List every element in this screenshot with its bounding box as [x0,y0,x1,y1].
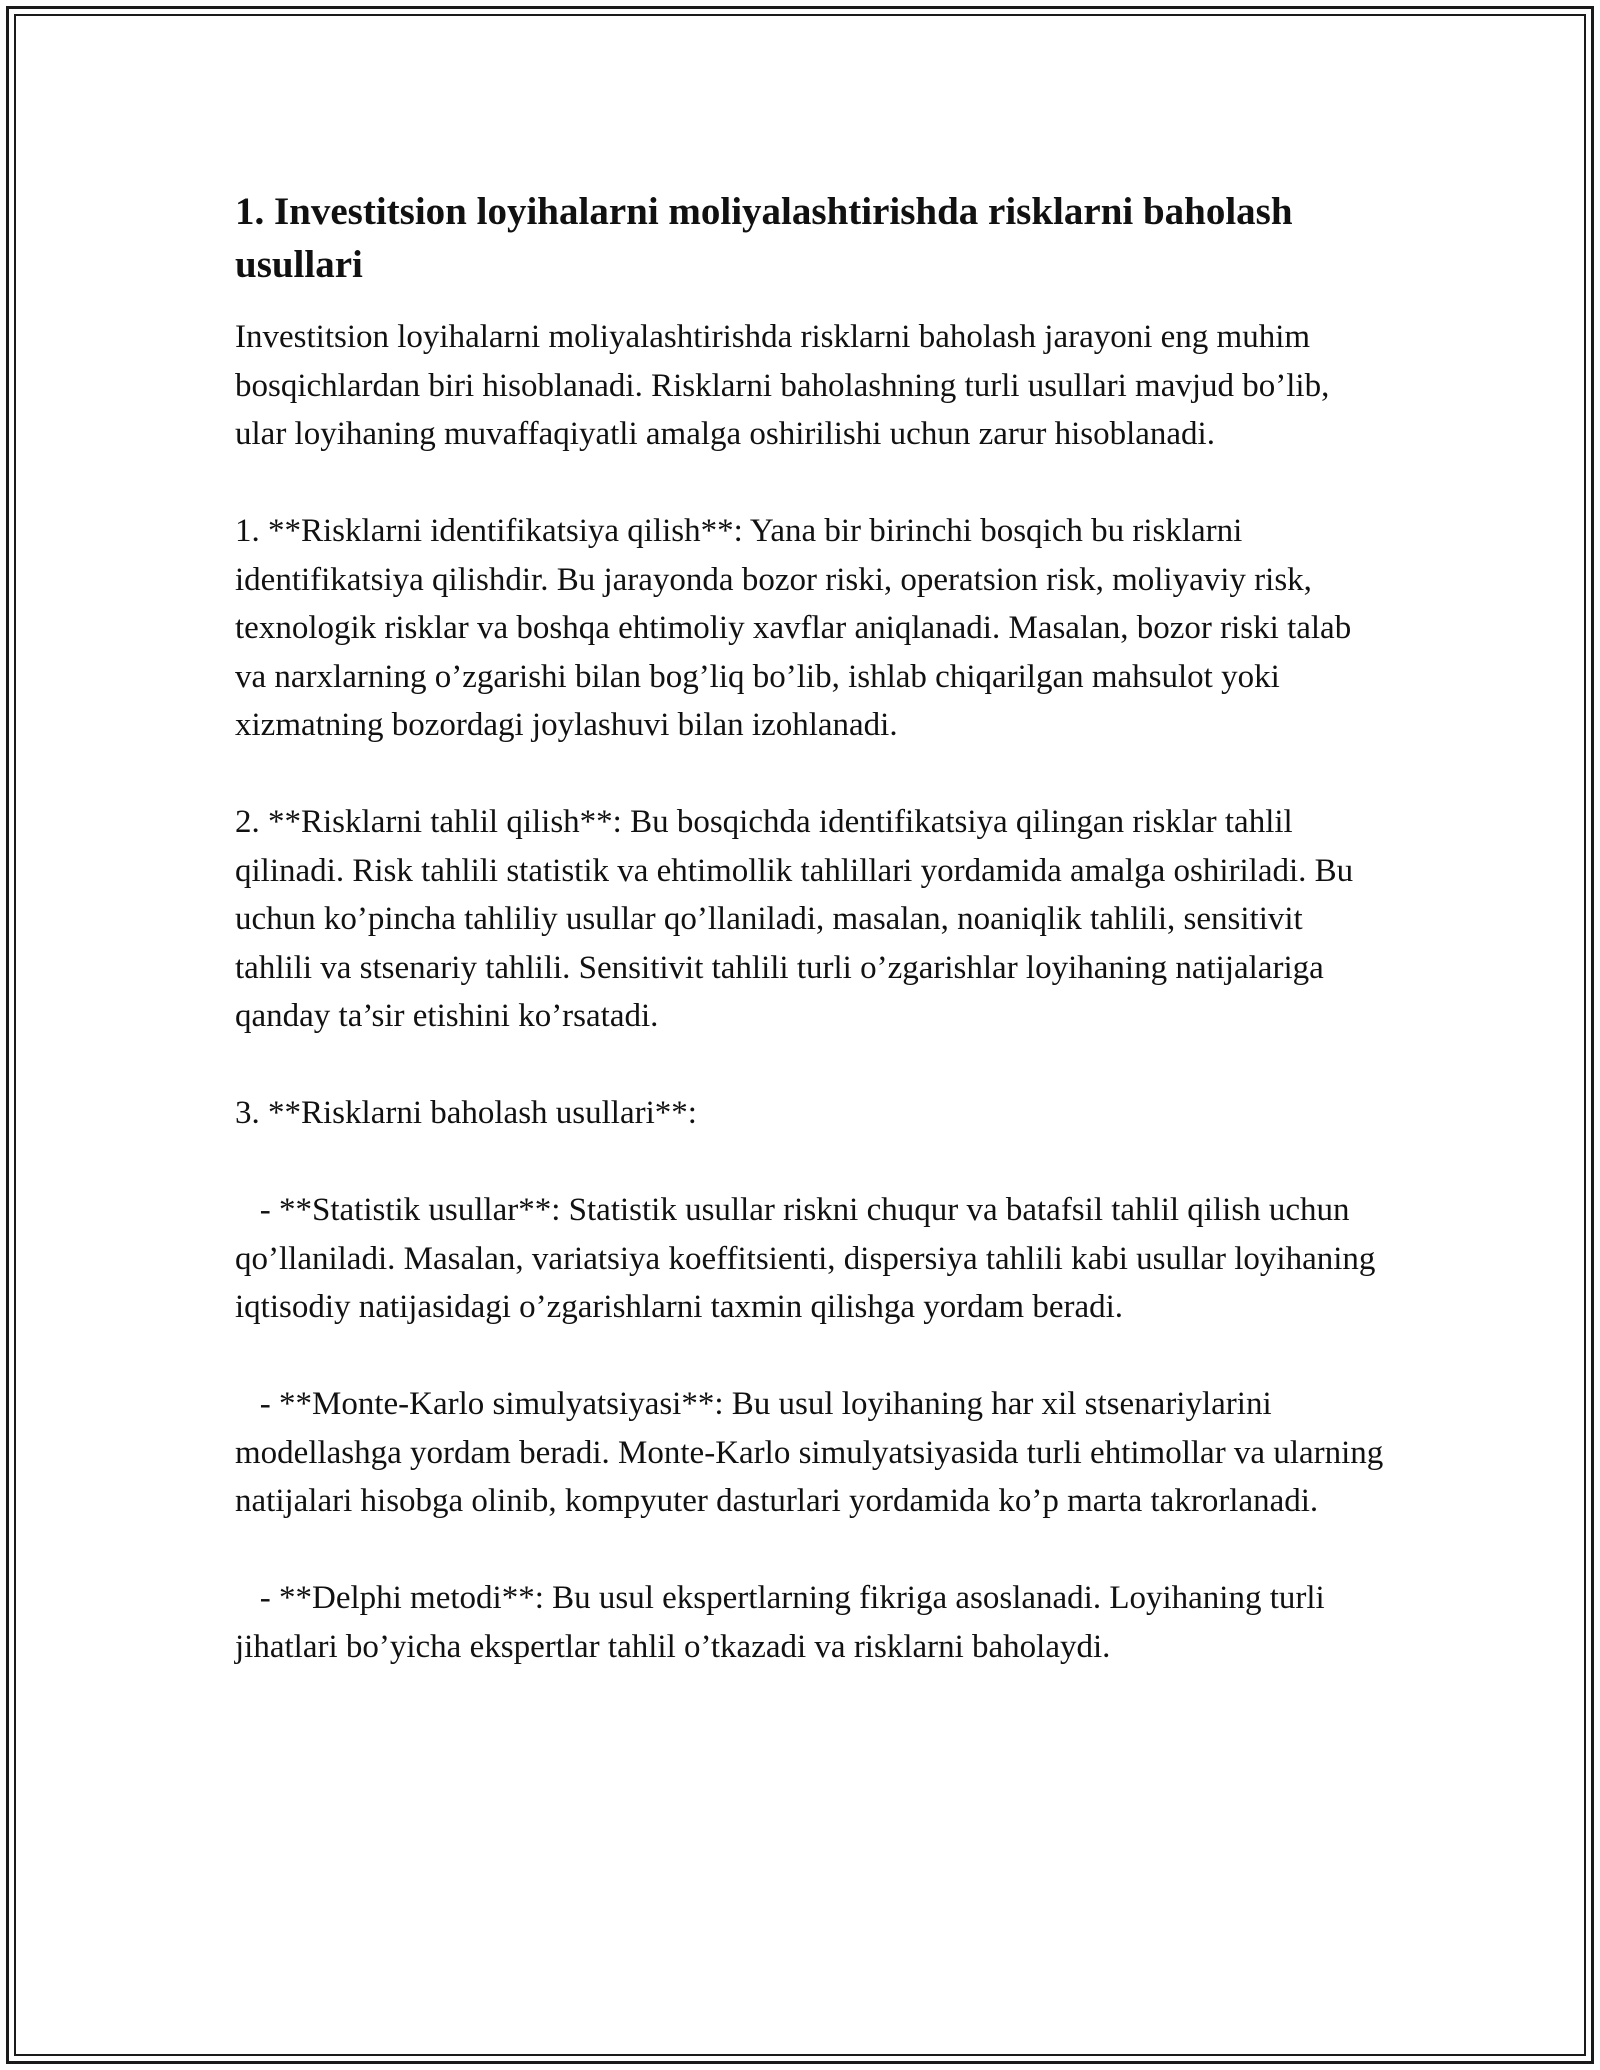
list-item-delphi-method: - **Delphi metodi**: Bu usul ekspertlarning fikriga asoslanadi. Loyihaning turli jihatlari bo’yicha ekspertlar tahlil o’tkazadi va risklarni baholaydi. [235,1580,1333,1665]
paragraph-risk-assessment-methods: 3. **Risklarni baholash usullari**: [235,1095,697,1131]
paragraph-risk-analysis: 2. **Risklarni tahlil qilish**: Bu bosqichda identifikatsiya qilingan risklar tahlil qilinadi. Risk tahlili statistik va ehtimollik tahlillari yordamida amalga oshiriladi. Bu uchun ko’pincha tahliliy usullar qo’llaniladi, masalan, noaniqlik tahlili, sensitivit tahlili va stsenariy tahlili. Sensitivit tahlili turli o’zgarishlar loyihaning natijalariga qanday ta’sir etishini ko’rsatadi. [235,804,1354,1034]
intro-paragraph: Investitsion loyihalarni moliyalashtirishda risklarni baholash jarayoni eng muhim bosqichlardan biri hisoblanadi. Risklarni baholashning turli usullari mavjud bo’lib, ular loyihaning muvaffaqiyatli amalga oshirilishi uchun zarur hisoblanadi. [235,319,1330,452]
list-item-monte-carlo: - **Monte-Karlo simulyatsiyasi**: Bu usul loyihaning har xil stsenariylarini modellashga yordam beradi. Monte-Karlo simulyatsiyasida turli ehtimollar va ularning natijalari hisobga olinib, kompyuter dasturlari yordamida ko’p marta takrorlanadi. [235,1386,1392,1519]
section-heading: 1. Investitsion loyihalarni moliyalashtirishda risklarni baholash usullari [235,190,1293,286]
list-item-statistical-methods: - **Statistik usullar**: Statistik usullar riskni chuqur va batafsil tahlil qilish uchun qo’llaniladi. Masalan, variatsiya koeffitsienti, dispersiya tahlili kabi usullar loyihaning iqtisodiy natijasidagi o’zgarishlarni taxmin qilishga yordam beradi. [235,1192,1384,1325]
paragraph-risk-identification: 1. **Risklarni identifikatsiya qilish**: Yana bir birinchi bosqich bu risklarni identifikatsiya qilishdir. Bu jarayonda bozor riski, operatsion risk, moliyaviy risk, texnologik risklar va boshqa ehtimoliy xavflar aniqlanadi. Masalan, bozor riski talab va narxlarning o’zgarishi bilan bog’liq bo’lib, ishlab chiqarilgan mahsulot yoki xizmatning bozordagi joylashuvi bilan izohlanadi. [235,513,1352,743]
document-body [235,185,1392,1671]
